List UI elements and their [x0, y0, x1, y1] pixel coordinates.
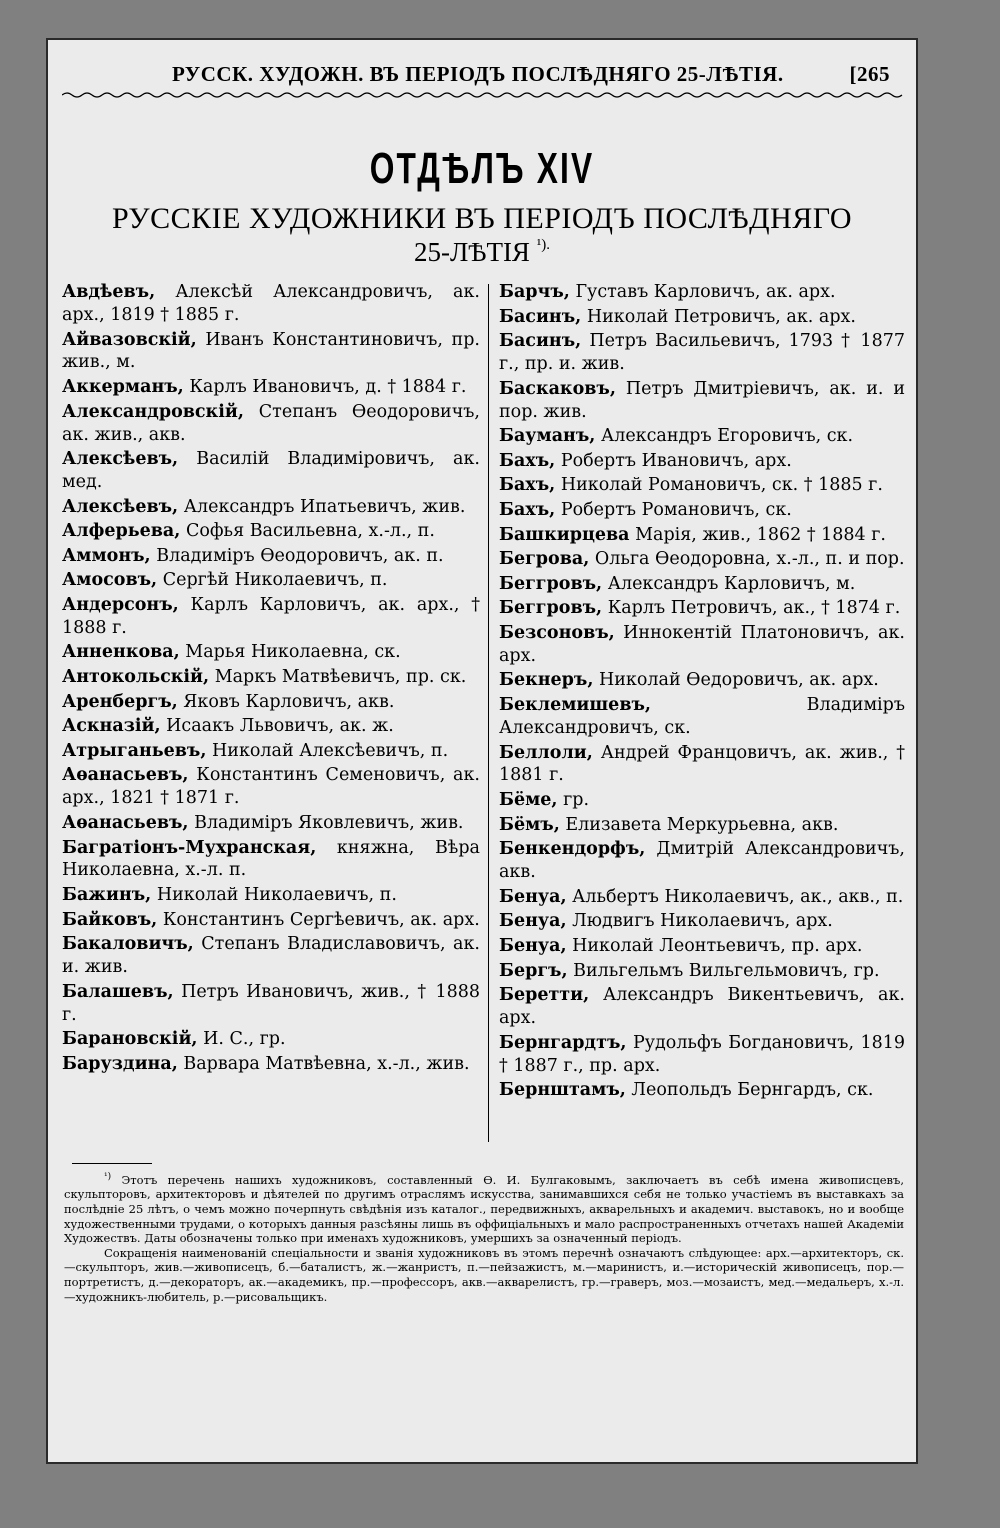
artist-details: Николай Романовичъ, ск. † 1885 г. — [560, 475, 883, 496]
artist-entry — [499, 789, 905, 812]
artist-entry — [62, 1053, 480, 1076]
artist-surname: Башкирцева — [499, 524, 630, 545]
artist-details: Карлъ Петровичъ, ак., † 1874 г. — [607, 598, 901, 619]
artist-details: Степанъ Ѳеодоровичъ, ак. жив., акв. — [62, 401, 480, 445]
artist-entry — [62, 715, 480, 738]
artist-entry — [499, 984, 905, 1030]
running-title: РУССК. ХУДОЖН. ВЪ ПЕРІОДЪ ПОСЛѢДНЯГО 25-ЛѢТІЯ. — [172, 62, 784, 86]
artist-surname: Бернгардтъ, — [499, 1032, 627, 1053]
artist-surname: Беретти, — [499, 985, 590, 1006]
artist-entry — [62, 520, 480, 543]
artist-details: Петръ Дмитріевичъ, ак. и. и пор. жив. — [499, 378, 905, 422]
artist-surname: Бажинъ, — [62, 885, 152, 906]
artist-entry — [499, 573, 905, 596]
artist-surname: Аскназій, — [62, 716, 161, 737]
artist-surname: Авдѣевъ, — [62, 282, 156, 302]
artist-details: Карлъ Карловичъ, ак. арх., † 1888 г. — [62, 594, 480, 638]
artist-entry — [62, 376, 480, 399]
running-head — [48, 58, 916, 92]
artist-entry — [499, 499, 905, 522]
artist-surname: Басинъ, — [499, 331, 582, 352]
artist-entry — [499, 474, 905, 497]
artist-entry — [499, 960, 905, 983]
artist-surname: Барчъ, — [499, 282, 570, 302]
artist-surname: Бахъ, — [499, 475, 556, 496]
artist-details: Владиміръ Яковлевичъ, жив. — [194, 812, 464, 833]
footnote-1-marker: ¹) — [104, 1172, 112, 1182]
artist-details: И. С., гр. — [203, 1029, 286, 1050]
artist-details: Марія, жив., 1862 † 1884 г. — [635, 524, 886, 545]
artist-surname: Аммонъ, — [62, 545, 151, 566]
artist-surname: Бенуа, — [499, 911, 567, 932]
artist-details: Иннокентій Платоновичъ, ак. арх. — [499, 622, 905, 666]
artist-entry — [62, 812, 480, 835]
artist-details: Владиміръ Александровичъ, ск. — [499, 695, 905, 738]
artist-surname: Бахъ, — [499, 499, 556, 520]
artist-surname: Атрыганьевъ, — [62, 740, 207, 761]
page-number: [265 — [849, 62, 890, 86]
artist-surname: Александровскій, — [62, 401, 244, 422]
artist-surname: Бенуа, — [499, 886, 567, 907]
artist-entry — [499, 694, 905, 740]
artist-surname: Алферьева, — [62, 521, 181, 542]
artist-surname: Бенкендорфъ, — [499, 839, 646, 860]
artist-details: Робертъ Ивановичъ, арх. — [560, 450, 792, 471]
artist-details: Степанъ Владиславовичъ, ак. и. жив. — [62, 934, 480, 978]
artist-surname: Балашевъ, — [62, 981, 174, 1002]
artist-details: Леопольдъ Бернгардъ, ск. — [631, 1080, 874, 1101]
artist-surname: Аѳанасьевъ, — [62, 812, 189, 833]
artist-entry — [499, 1079, 905, 1102]
artist-details: Василій Владиміровичъ, ак. мед. — [62, 449, 480, 492]
artist-surname: Анненкова, — [62, 642, 180, 663]
artist-surname: Бёмъ, — [499, 814, 560, 835]
artist-entry — [499, 935, 905, 958]
artist-surname: Беггровъ, — [499, 598, 603, 619]
artist-surname: Беггровъ, — [499, 573, 603, 594]
artist-entry — [499, 548, 905, 571]
column-divider — [488, 284, 489, 1142]
artist-entry — [62, 641, 480, 664]
artist-entry — [499, 622, 905, 668]
artist-details: Александръ Егоровичъ, ск. — [600, 426, 854, 447]
artist-entry — [62, 448, 480, 494]
artist-surname: Баскаковъ, — [499, 378, 616, 399]
artist-details: Петръ Васильевичъ, 1793 † 1877 г., пр. и. жив. — [499, 331, 905, 375]
artist-entry — [62, 569, 480, 592]
artist-surname: Бауманъ, — [499, 426, 596, 447]
artist-details: Александръ Карловичъ, м. — [607, 573, 856, 594]
artist-surname: Безсоновъ, — [499, 622, 615, 643]
artist-entry — [62, 329, 480, 375]
artist-surname: Аренбергъ, — [62, 691, 178, 712]
artist-details: княжна, Вѣра Николаевна, х.-л. п. — [62, 837, 480, 881]
decorative-wavy-rule — [62, 91, 904, 99]
artist-entry — [62, 691, 480, 714]
right-column — [499, 281, 905, 1104]
artist-surname: Аѳанасьевъ, — [62, 765, 189, 786]
artist-entry — [499, 425, 905, 448]
artist-entry — [62, 545, 480, 568]
artist-entry — [62, 933, 480, 979]
heading-text: 25-ЛѢТІЯ — [414, 237, 530, 267]
artist-surname: Басинъ, — [499, 306, 582, 327]
footnote-2: Сокращенія наименованій спеціальности и званія художниковъ въ этомъ перечнѣ означаютъ слѣдующее: арх.—архитекторъ, ск.—скульпторъ, жив.—живописецъ, б.—баталистъ, ж.—жанристъ, п.—пейзажистъ, м.—маринистъ, и.—историческій живописецъ, пор.—портретистъ, д.—декораторъ, ак.—академикъ, пр.—профессоръ, акв.—акварелистъ, гр.—граверъ, моз.—мозаистъ, мед.—медальеръ, х.-л.—художникъ-любитель, р.—рисовальщикъ. — [64, 1245, 904, 1304]
artist-details: Яковъ Карловичъ, акв. — [183, 691, 395, 712]
artist-details: Дмитрій Александровичъ, акв. — [499, 839, 905, 883]
artist-details: Константинъ Сергѣевичъ, ак. арх. — [162, 909, 480, 930]
artist-entry — [499, 910, 905, 933]
artist-surname: Амосовъ, — [62, 570, 158, 591]
artist-details: Альбертъ Николаевичъ, ак., акв., п. — [572, 886, 904, 907]
artist-details: Вильгельмъ Вильгельмовичъ, гр. — [573, 960, 880, 981]
artist-surname: Бекнеръ, — [499, 670, 594, 691]
artist-entry — [499, 450, 905, 473]
artist-surname: Баруздина, — [62, 1053, 178, 1074]
artist-details: Елизавета Меркурьевна, акв. — [565, 814, 839, 835]
artist-details: Исаакъ Львовичъ, ак. ж. — [166, 716, 394, 737]
artist-surname: Беклемишевъ, — [499, 695, 651, 716]
artist-details: Робертъ Романовичъ, ск. — [560, 499, 792, 520]
footnote-1-text: Этотъ перечень нашихъ художниковъ, составленный Ѳ. И. Булгаковымъ, заключаетъ въ себѣ имена живописцевъ, скульпторовъ, архитекторовъ и дѣятелей по другимъ отраслямъ искусства, занимавшихся себя не только участіемъ въ выставкахъ за послѣдніе 25 лѣтъ, о чемъ можно почерпнуть свѣдѣнія изъ каталог., передвижныхъ, акварельныхъ и академич. выставокъ, но и вообще художественными трудами, о которыхъ данныя разсѣяны лишь въ оффиціальныхъ и мало распространенныхъ отчетахъ нашей Академіи Художествъ. Даты обозначены только при именахъ художниковъ, умершихъ за означенный періодъ. — [64, 1172, 905, 1246]
artist-surname: Андерсонъ, — [62, 594, 179, 615]
artist-entry — [499, 597, 905, 620]
artist-surname: Антокольскій, — [62, 667, 210, 688]
artist-details: Маркъ Матвѣевичъ, пр. ск. — [214, 667, 467, 688]
artist-entry — [499, 306, 905, 329]
artist-details: Иванъ Константиновичъ, пр. жив., м. — [62, 329, 480, 373]
artist-details: гр. — [563, 790, 590, 811]
artist-surname: Багратіонъ-Мухранская, — [62, 837, 317, 858]
artist-entry — [499, 669, 905, 692]
artist-surname: Бенуа, — [499, 935, 567, 956]
artist-surname: Бегрова, — [499, 549, 590, 570]
artist-surname: Айвазовскій, — [62, 329, 197, 350]
artist-details: Рудольфъ Богдановичъ, 1819 † 1887 г., пр. арх. — [499, 1032, 905, 1076]
artist-details: Алексѣй Александровичъ, ак. арх., 1819 † 1885 г. — [62, 282, 480, 325]
artist-entry — [499, 524, 905, 547]
artist-surname: Беллоли, — [499, 742, 593, 763]
artist-surname: Бернштамъ, — [499, 1080, 626, 1101]
artist-details: Владиміръ Ѳеодоровичъ, ак. п. — [156, 545, 444, 566]
artist-entry — [62, 401, 480, 447]
artist-entry — [62, 981, 480, 1027]
artist-details: Николай Леонтьевичъ, пр. арх. — [572, 935, 863, 956]
artist-entry — [62, 281, 480, 327]
artist-details: Петръ Ивановичъ, жив., † 1888 г. — [62, 981, 480, 1025]
artist-surname: Бахъ, — [499, 450, 556, 471]
artist-entry — [499, 330, 905, 376]
footnote-marker: ¹). — [536, 237, 550, 253]
artist-entry — [499, 886, 905, 909]
footnotes — [64, 1170, 904, 1304]
left-column — [62, 281, 480, 1077]
artist-entry — [499, 378, 905, 424]
artist-details: Александръ Викентьевичъ, ак. арх. — [499, 985, 905, 1028]
artist-entry — [499, 742, 905, 788]
artist-details: Густавъ Карловичъ, ак. арх. — [575, 282, 836, 302]
artist-entry — [62, 666, 480, 689]
artist-entry — [499, 1032, 905, 1078]
artist-details: Константинъ Семеновичъ, ак. арх., 1821 † 1871 г. — [62, 765, 480, 809]
artist-details: Александръ Ипатьевичъ, жив. — [183, 496, 466, 517]
artist-entry — [62, 496, 480, 519]
section-title: ОТДѢЛЪ XIV — [369, 144, 595, 193]
artist-details: Варвара Матвѣевна, х.-л., жив. — [183, 1053, 470, 1074]
artist-entry — [499, 838, 905, 884]
artist-surname: Алексѣевъ, — [62, 449, 179, 470]
artist-details: Людвигъ Николаевичъ, арх. — [572, 911, 833, 932]
artist-details: Николай Алексѣевичъ, п. — [212, 740, 449, 761]
artist-details: Николай Николаевичъ, п. — [156, 885, 397, 906]
artist-entry — [62, 764, 480, 810]
artist-entry — [499, 814, 905, 837]
artist-entry — [62, 1028, 480, 1051]
artist-surname: Бергъ, — [499, 960, 568, 981]
footnote-rule — [72, 1163, 152, 1164]
artist-details: Ольга Ѳеодоровна, х.-л., п. и пор. — [594, 549, 905, 570]
artist-details: Андрей Францовичъ, ак. жив., † 1881 г. — [499, 742, 905, 786]
artist-entry — [62, 740, 480, 763]
section-heading-line2 — [48, 237, 916, 268]
section-heading-line1: РУССКІЕ ХУДОЖНИКИ ВЪ ПЕРІОДЪ ПОСЛѢДНЯГО — [111, 202, 853, 235]
artist-surname: Алексѣевъ, — [62, 496, 179, 517]
artist-details: Николай Петровичъ, ак. арх. — [586, 306, 856, 327]
artist-entry — [62, 909, 480, 932]
artist-details: Софья Васильевна, х.-л., п. — [185, 521, 435, 542]
artist-surname: Бакаловичъ, — [62, 934, 194, 955]
artist-entry — [62, 594, 480, 640]
artist-entry — [62, 884, 480, 907]
book-page — [48, 40, 916, 1462]
artist-details: Марья Николаевна, ск. — [185, 642, 401, 663]
artist-details: Сергѣй Николаевичъ, п. — [162, 570, 388, 591]
artist-surname: Аккерманъ, — [62, 377, 184, 397]
artist-surname: Байковъ, — [62, 909, 158, 930]
artist-entry — [62, 837, 480, 883]
artist-surname: Барановскій, — [62, 1029, 198, 1050]
artist-entry — [499, 281, 905, 304]
artist-surname: Бёме, — [499, 790, 558, 811]
artist-details: Карлъ Ивановичъ, д. † 1884 г. — [189, 377, 467, 397]
artist-details: Николай Ѳедоровичъ, ак. арх. — [599, 670, 879, 691]
footnote-1 — [64, 1170, 904, 1246]
